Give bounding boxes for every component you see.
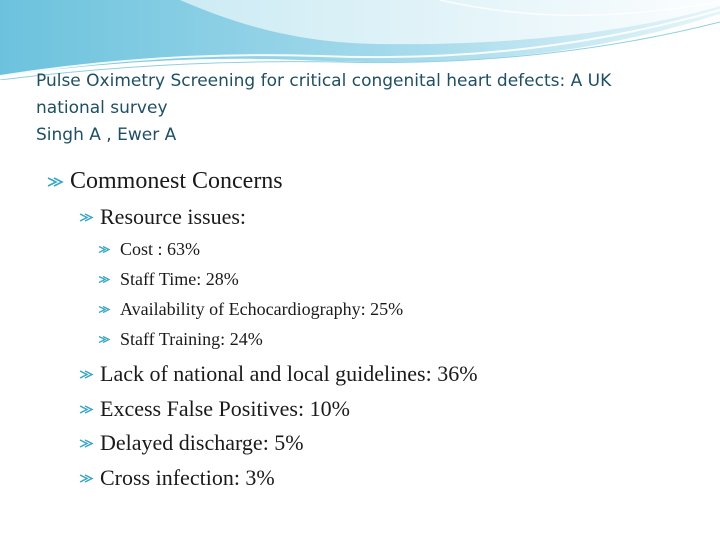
slide-title: Pulse Oximetry Screening for critical congenital heart defects: A UK	[36, 71, 612, 91]
arrow-bullet-icon	[78, 437, 98, 450]
list-item-text: Lack of national and local guidelines: 36%	[100, 361, 478, 386]
list-item-guidelines	[78, 361, 478, 387]
list-item-availability-echo	[98, 299, 403, 320]
arrow-bullet-icon	[78, 472, 98, 485]
arrow-bullet-icon	[98, 334, 114, 345]
list-item-staff-time	[98, 269, 239, 290]
list-item-resource-issues	[78, 204, 246, 230]
arrow-bullet-icon	[78, 368, 98, 381]
list-item-text: Resource issues:	[100, 204, 247, 229]
list-item-staff-training	[98, 329, 263, 350]
list-item-cost	[98, 239, 200, 260]
slide-title-continued: national survey	[36, 98, 168, 118]
slide-title-block	[36, 68, 676, 149]
list-item-text: Cross infection: 3%	[100, 465, 275, 490]
list-item-text: Delayed discharge: 5%	[100, 430, 304, 455]
list-item-delayed-discharge	[78, 430, 304, 456]
arrow-bullet-icon	[98, 304, 114, 315]
list-item-cross-infection	[78, 465, 275, 491]
list-item-text: Availability of Echocardiography: 25%	[120, 299, 404, 319]
arrow-bullet-icon	[78, 403, 98, 416]
arrow-bullet-icon	[46, 175, 68, 189]
arrow-bullet-icon	[98, 244, 114, 255]
list-item-text: Staff Training: 24%	[120, 329, 263, 349]
arrow-bullet-icon	[78, 211, 98, 224]
heading-text: Commonest Concerns	[70, 168, 283, 194]
list-item-commonest-concerns	[46, 168, 283, 195]
list-item-false-positives	[78, 396, 350, 422]
list-item-text: Cost : 63%	[120, 239, 201, 259]
arrow-bullet-icon	[98, 274, 114, 285]
list-item-text: Staff Time: 28%	[120, 269, 239, 289]
list-item-text: Excess False Positives: 10%	[100, 396, 350, 421]
slide-authors: Singh A , Ewer A	[36, 125, 177, 145]
